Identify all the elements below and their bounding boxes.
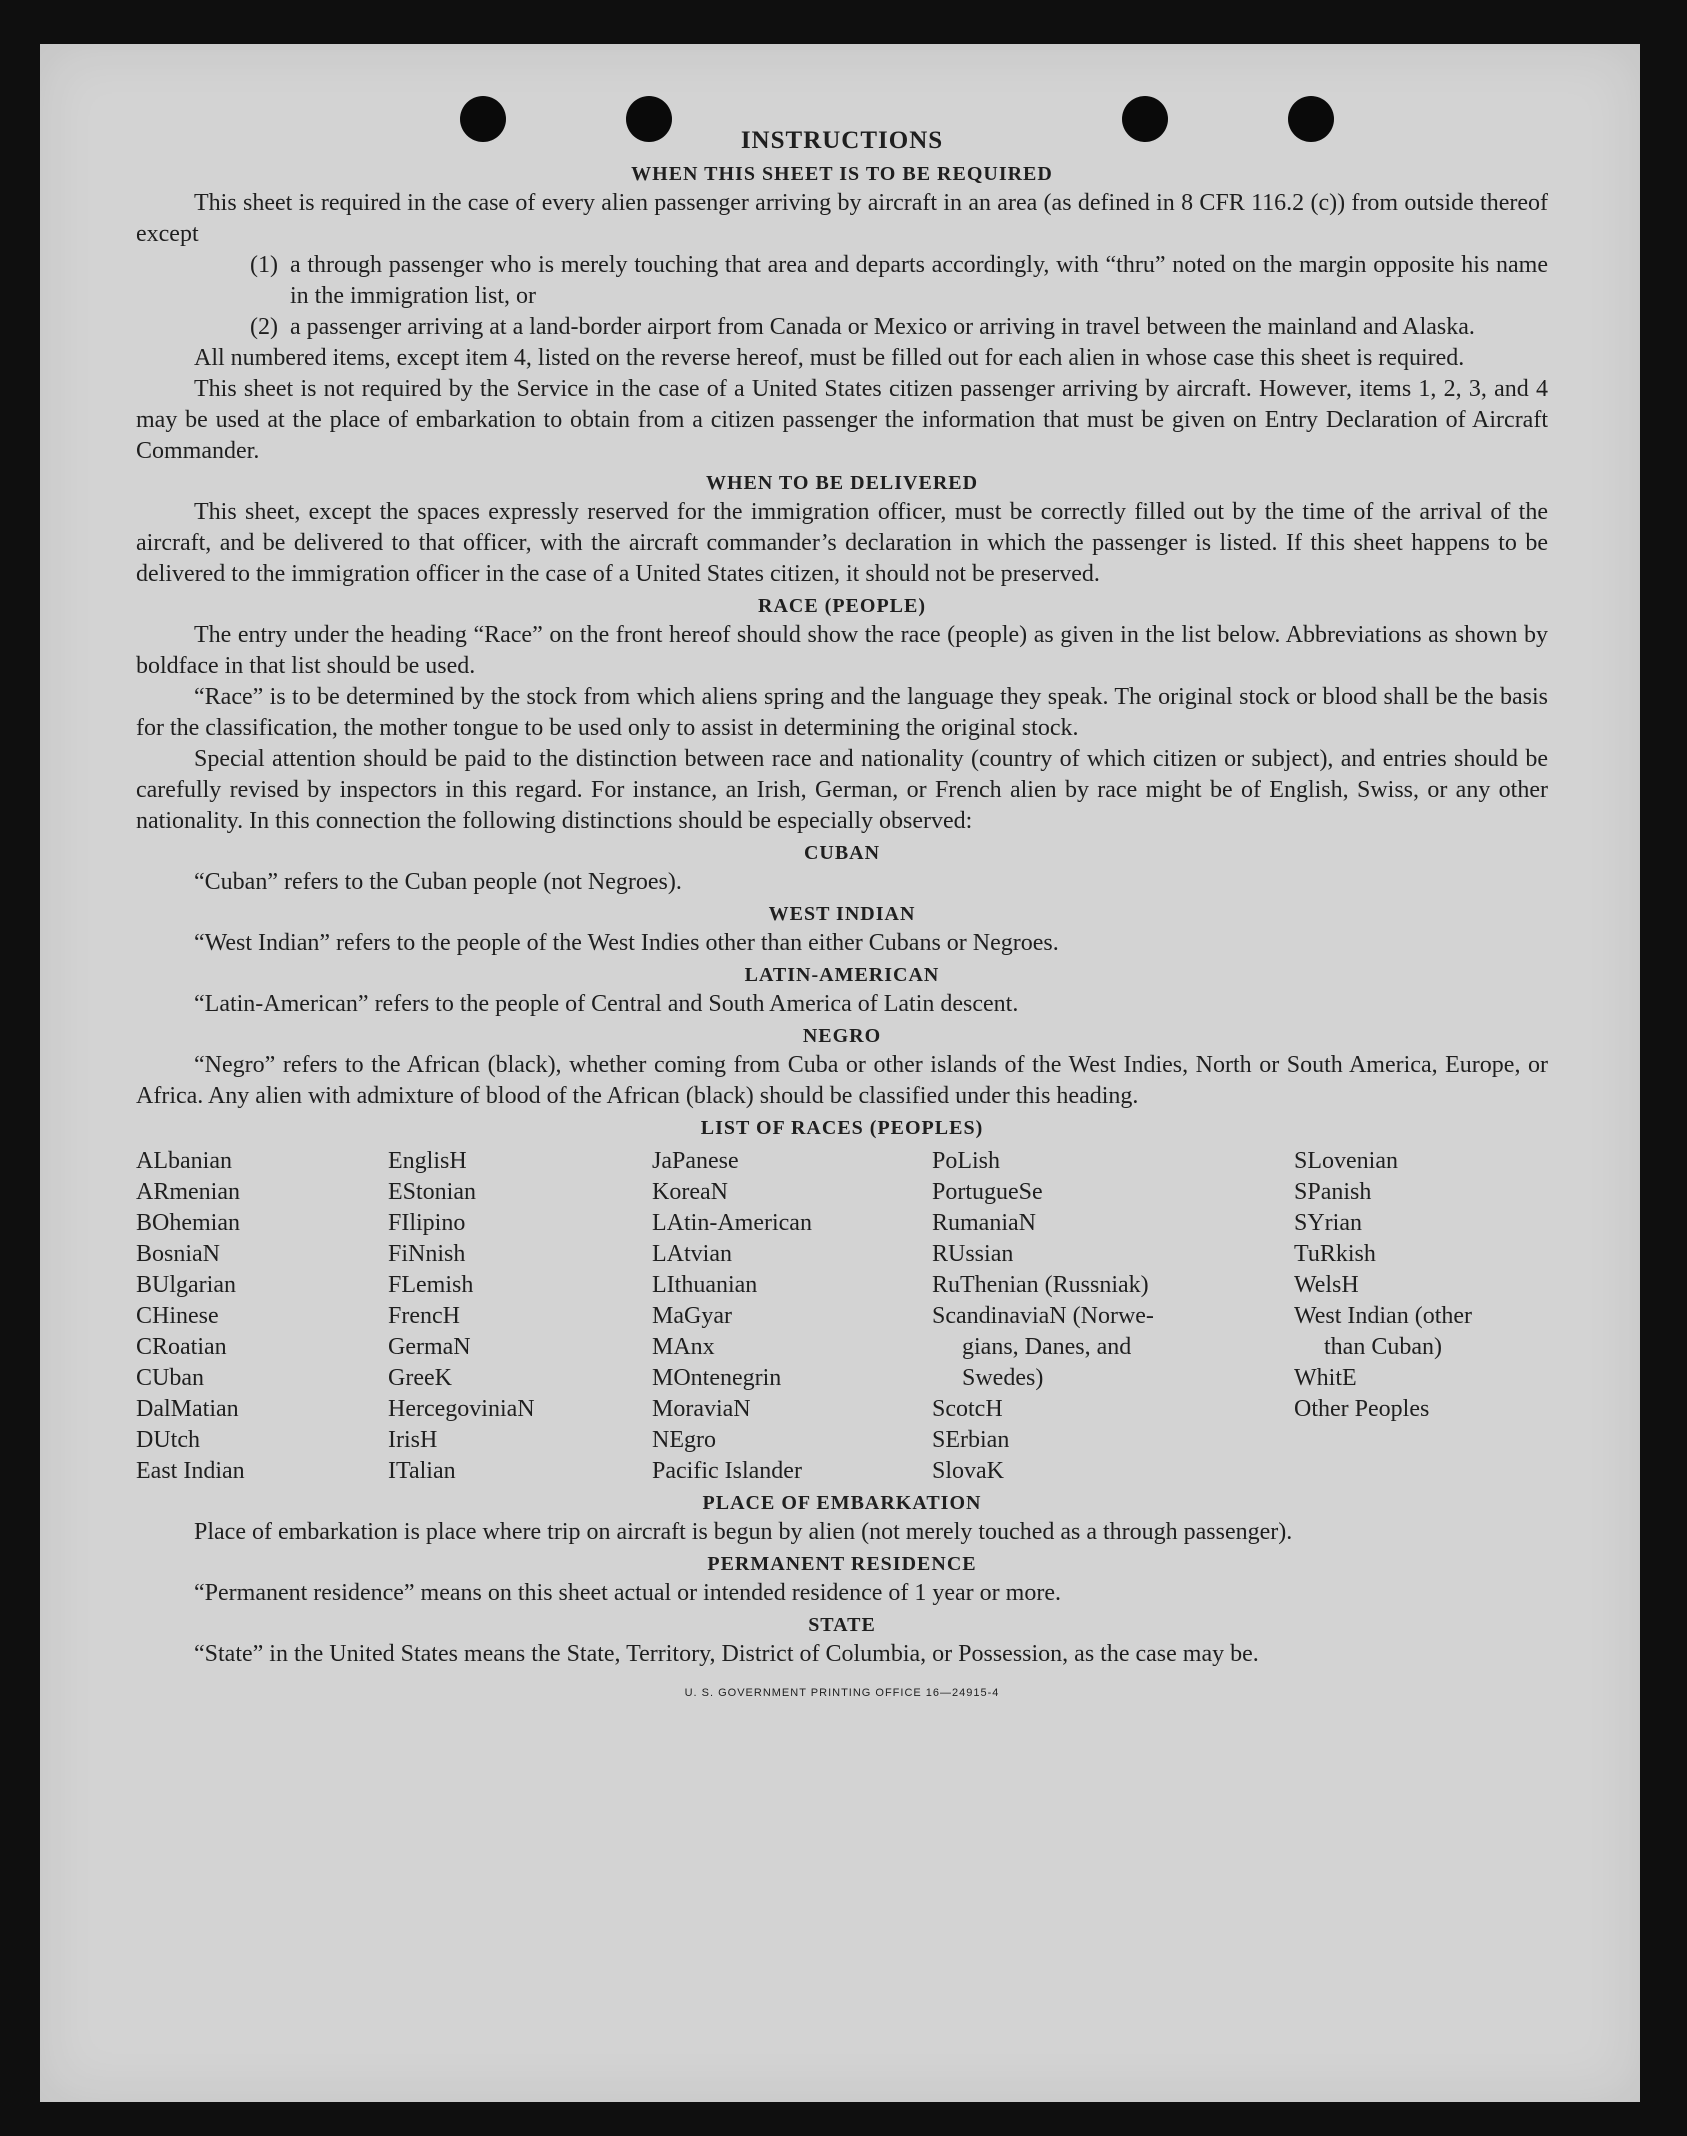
race-entry: DUtch	[136, 1427, 200, 1453]
section-heading-race: RACE (PEOPLE)	[758, 595, 926, 617]
section-heading-required: WHEN THIS SHEET IS TO BE REQUIRED	[631, 163, 1053, 185]
paragraph: “Latin-American” refers to the people of Central and South America of Latin descent.	[194, 991, 1019, 1017]
page-title: INSTRUCTIONS	[740, 127, 944, 154]
race-entry: BUlgarian	[136, 1272, 236, 1298]
list-item	[250, 312, 1548, 343]
race-entry: JaPanese	[652, 1148, 739, 1174]
race-entry: KoreaN	[652, 1179, 728, 1205]
paragraph: Place of embarkation is place where trip on aircraft is begun by alien (not merely touched as a through passenger).	[194, 1519, 1293, 1545]
race-entry: FIlipino	[388, 1210, 466, 1236]
races-column-1	[136, 1146, 388, 1487]
paragraph: All numbered items, except item 4, listed on the reverse hereof, must be filled out for each alien in whose case this sheet is required.	[194, 345, 1465, 371]
section-heading-list-of-races: LIST OF RACES (PEOPLES)	[700, 1117, 984, 1139]
race-entry: MoraviaN	[652, 1396, 751, 1422]
section-heading-negro: NEGRO	[802, 1025, 882, 1047]
race-entry: BosniaN	[136, 1241, 220, 1267]
race-entry-continuation: gians, Danes, and	[962, 1334, 1132, 1360]
race-entry: MaGyar	[652, 1303, 732, 1329]
paragraph: This sheet is not required by the Service in the case of a United States citizen passenger arriving by aircraft. However, items 1, 2, 3, and 4 may be used at the place of embarkation to obtain from a citizen passenger the information that must be given on Entry Declaration of Aircraft Commander.	[136, 376, 1548, 464]
race-entry: TuRkish	[1294, 1241, 1376, 1267]
section-heading-residence: PERMANENT RESIDENCE	[707, 1553, 977, 1575]
list-item	[250, 250, 1548, 312]
race-entry: NEgro	[652, 1427, 716, 1453]
printing-office-footer: U. S. GOVERNMENT PRINTING OFFICE 16—24915-4	[684, 1687, 1000, 1699]
paragraph: This sheet is required in the case of every alien passenger arriving by aircraft in an area (as defined in 8 CFR 116.2 (c)) from outside thereof except	[136, 190, 1548, 247]
item-text: a passenger arriving at a land-border airport from Canada or Mexico or arriving in travel between the mainland and Alaska.	[290, 314, 1475, 340]
paragraph: “Permanent residence” means on this sheet actual or intended residence of 1 year or more.	[194, 1580, 1061, 1606]
race-entry: East Indian	[136, 1458, 245, 1484]
race-entry: EStonian	[388, 1179, 476, 1205]
race-entry: PortugueSe	[932, 1179, 1043, 1205]
race-entry-continuation: than Cuban)	[1324, 1334, 1442, 1360]
race-entry: SLovenian	[1294, 1148, 1398, 1174]
paragraph: “Cuban” refers to the Cuban people (not Negroes).	[194, 869, 682, 895]
paragraph: The entry under the heading “Race” on the front hereof should show the race (people) as given in the list below. Abbreviations as shown by boldface in that list should be used.	[136, 622, 1548, 679]
race-entry: LAtvian	[652, 1241, 732, 1267]
race-entry: SPanish	[1294, 1179, 1372, 1205]
races-list	[136, 1146, 1548, 1487]
race-entry: ScotcH	[932, 1396, 1003, 1422]
race-entry: ARmenian	[136, 1179, 240, 1205]
section-heading-cuban: CUBAN	[803, 842, 881, 864]
race-entry: FrencH	[388, 1303, 460, 1329]
paragraph: “Negro” refers to the African (black), whether coming from Cuba or other islands of the West Indies, North or South America, Europe, or Africa. Any alien with admixture of blood of the African (black) should be classified under this heading.	[136, 1052, 1548, 1109]
race-entry: MOntenegrin	[652, 1365, 782, 1391]
race-entry: Other Peoples	[1294, 1396, 1430, 1422]
races-column-2	[388, 1146, 652, 1487]
race-entry: ScandinaviaN (Norwe-	[932, 1303, 1154, 1329]
race-entry: SlovaK	[932, 1458, 1004, 1484]
section-heading-west-indian: WEST INDIAN	[768, 903, 916, 925]
item-number: (1)	[250, 252, 278, 278]
section-heading-delivered: WHEN TO BE DELIVERED	[705, 472, 979, 494]
race-entry: PoLish	[932, 1148, 1001, 1174]
race-entry: ITalian	[388, 1458, 456, 1484]
section-heading-embarkation: PLACE OF EMBARKATION	[702, 1492, 982, 1514]
race-entry: RumaniaN	[932, 1210, 1036, 1236]
race-entry: CHinese	[136, 1303, 219, 1329]
race-entry: RuThenian (Russniak)	[932, 1272, 1149, 1298]
instructions-content	[136, 124, 1548, 1709]
race-entry: WelsH	[1294, 1272, 1359, 1298]
paragraph: “Race” is to be determined by the stock from which aliens spring and the language they speak. The original stock or blood shall be the basis for the classification, the mother tongue to be used only to assist in determining the original stock.	[136, 684, 1548, 741]
race-entry: West Indian (other	[1294, 1303, 1473, 1329]
item-text: a through passenger who is merely touching that area and departs accordingly, with “thru” noted on the margin opposite his name in the immigration list, or	[290, 252, 1548, 309]
paragraph: “West Indian” refers to the people of the West Indies other than either Cubans or Negroes.	[194, 930, 1059, 956]
race-entry: GreeK	[388, 1365, 452, 1391]
race-entry: HercegoviniaN	[388, 1396, 535, 1422]
race-entry: CRoatian	[136, 1334, 227, 1360]
race-entry: RUssian	[932, 1241, 1014, 1267]
race-entry: EnglisH	[388, 1148, 467, 1174]
paragraph: Special attention should be paid to the distinction between race and nationality (country of which citizen or subject), and entries should be carefully revised by inspectors in this regard. For instance, an Irish, German, or French alien by race might be of English, Swiss, or any other nationality. In this connection the following distinctions should be especially observed:	[136, 746, 1548, 834]
race-entry: GermaN	[388, 1334, 471, 1360]
race-entry: LAtin-American	[652, 1210, 812, 1236]
document-sheet	[40, 44, 1640, 2102]
race-entry: DalMatian	[136, 1396, 239, 1422]
race-entry: FLemish	[388, 1272, 474, 1298]
races-column-3	[652, 1146, 932, 1487]
section-heading-latin-american: LATIN-AMERICAN	[744, 964, 940, 986]
race-entry: CUban	[136, 1365, 204, 1391]
race-entry-continuation: Swedes)	[962, 1365, 1044, 1391]
paragraph: “State” in the United States means the State, Territory, District of Columbia, or Possession, as the case may be.	[194, 1641, 1259, 1667]
paragraph: This sheet, except the spaces expressly reserved for the immigration officer, must be correctly filled out by the time of the arrival of the aircraft, and be delivered to that officer, with the aircraft commander’s declaration in which the passenger is listed. If this sheet happens to be delivered to the immigration officer in the case of a United States citizen, it should not be preserved.	[136, 499, 1548, 587]
race-entry: ALbanian	[136, 1148, 232, 1174]
section-heading-state: STATE	[808, 1614, 876, 1636]
race-entry: SYrian	[1294, 1210, 1362, 1236]
item-number: (2)	[250, 314, 278, 340]
race-entry: BOhemian	[136, 1210, 240, 1236]
race-entry: LIthuanian	[652, 1272, 758, 1298]
race-entry: MAnx	[652, 1334, 715, 1360]
race-entry: FiNnish	[388, 1241, 466, 1267]
races-column-5	[1294, 1146, 1548, 1487]
race-entry: SErbian	[932, 1427, 1010, 1453]
race-entry: WhitE	[1294, 1365, 1357, 1391]
race-entry: IrisH	[388, 1427, 438, 1453]
race-entry: Pacific Islander	[652, 1458, 802, 1484]
races-column-4	[932, 1146, 1294, 1487]
